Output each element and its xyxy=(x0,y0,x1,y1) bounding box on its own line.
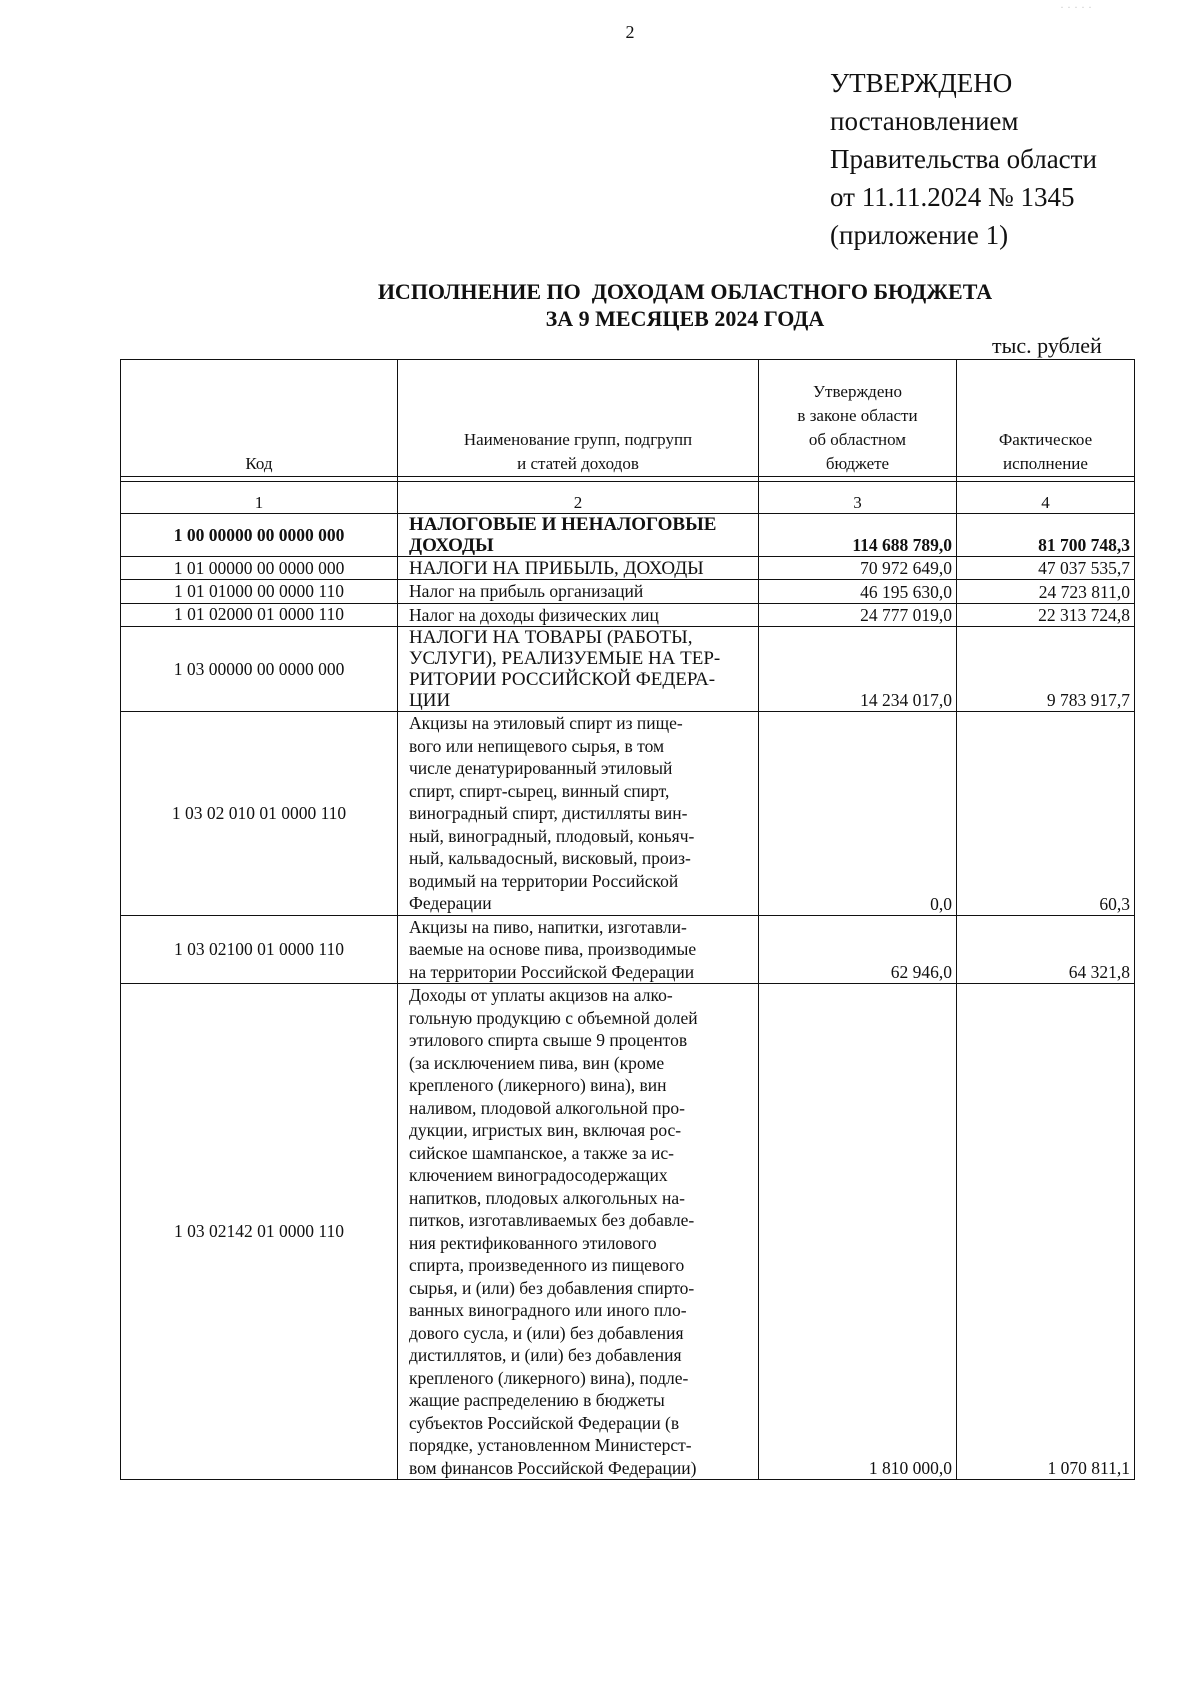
row-name xyxy=(398,627,759,712)
row-approved-amount: 0,0 xyxy=(759,712,957,916)
row-code: 1 03 02100 01 0000 110 xyxy=(121,915,398,984)
scan-mark: · · · · · xyxy=(1060,0,1092,14)
row-code: 1 03 02142 01 0000 110 xyxy=(121,984,398,1480)
row-name-line: НАЛОГОВЫЕ И НЕНАЛОГОВЫЕ xyxy=(409,514,717,535)
row-name-line: наливом, плодовой алкогольной про- xyxy=(409,1097,685,1118)
row-code: 1 03 00000 00 0000 000 xyxy=(121,627,398,712)
approval-line: (приложение 1) xyxy=(830,220,1009,250)
approval-line: Правительства области xyxy=(830,144,1097,174)
row-actual-amount: 1 070 811,1 xyxy=(957,984,1135,1480)
row-name xyxy=(398,984,759,1480)
row-name-line: порядке, установленном Министерст- xyxy=(409,1435,692,1455)
row-name xyxy=(398,580,759,604)
document-title xyxy=(120,278,1200,332)
table-row xyxy=(121,627,1135,712)
row-actual-amount: 22 313 724,8 xyxy=(957,603,1135,627)
table-row xyxy=(121,603,1135,627)
title-line: ИСПОЛНЕНИЕ ПО ДОХОДАМ ОБЛАСТНОГО БЮДЖЕТА xyxy=(377,279,993,304)
page-number: 2 xyxy=(625,22,635,42)
row-name-line: питков, изготавливаемых без добавле- xyxy=(409,1210,695,1230)
column-number: 2 xyxy=(398,482,759,514)
row-actual-amount: 47 037 535,7 xyxy=(957,557,1135,580)
row-name-line: крепленого (ликерного) вина), вин xyxy=(409,1075,667,1095)
table-row xyxy=(121,557,1135,580)
row-code: 1 01 02000 01 0000 110 xyxy=(121,603,398,627)
row-name-line: водимый на территории Российской xyxy=(409,870,679,891)
row-name-line: жащие распределению в бюджеты xyxy=(409,1390,665,1410)
title-line: ЗА 9 МЕСЯЦЕВ 2024 ГОДА xyxy=(545,306,825,331)
revenue-table xyxy=(120,359,1135,1480)
row-name-line: напитков, плодовых алкогольных на- xyxy=(409,1187,686,1208)
row-name-line: субъектов Российской Федерации (в xyxy=(409,1412,680,1433)
row-code: 1 01 00000 00 0000 000 xyxy=(121,557,398,580)
row-actual-amount: 64 321,8 xyxy=(957,915,1135,984)
row-name xyxy=(398,514,759,557)
row-approved-amount: 62 946,0 xyxy=(759,915,957,984)
row-name-line: этилового спирта свыше 9 процентов xyxy=(409,1030,688,1050)
approval-stamp xyxy=(830,64,1097,254)
row-name-line: дукции, игристых вин, включая рос- xyxy=(409,1120,682,1140)
row-name-line: вом финансов Российской Федерации) xyxy=(409,1457,697,1478)
row-actual-amount: 60,3 xyxy=(957,712,1135,916)
row-name-line: Налог на прибыль организаций xyxy=(409,581,644,601)
row-name-line: ключением виноградосодержащих xyxy=(409,1165,668,1185)
table-row xyxy=(121,984,1135,1480)
column-number-row xyxy=(121,482,1135,514)
approval-line: постановлением xyxy=(830,106,1019,136)
approval-line: УТВЕРЖДЕНО xyxy=(830,68,1013,98)
column-number: 4 xyxy=(957,482,1135,514)
row-actual-amount: 81 700 748,3 xyxy=(957,514,1135,557)
row-approved-amount: 1 810 000,0 xyxy=(759,984,957,1480)
row-name-line: Налог на доходы физических лиц xyxy=(409,604,659,625)
row-name-line: вого или непищевого сырья, в том xyxy=(409,735,665,756)
row-name-line: дового сусла, и (или) без добавления xyxy=(409,1322,684,1343)
row-name-line: ния ректификованного этилового xyxy=(409,1232,657,1253)
row-name-line: Федерации xyxy=(409,893,492,913)
row-name-line: ваемые на основе пива, производимые xyxy=(409,939,697,959)
row-name-line: сийское шампанское, а также за ис- xyxy=(409,1142,674,1163)
row-actual-amount: 9 783 917,7 xyxy=(957,627,1135,712)
row-name-line: Акцизы на этиловый спирт из пище- xyxy=(409,713,683,733)
row-name-line: спирта, произведенного из пищевого xyxy=(409,1255,685,1275)
row-name-line: НАЛОГИ НА ПРИБЫЛЬ, ДОХОДЫ xyxy=(409,558,704,579)
row-approved-amount: 46 195 630,0 xyxy=(759,580,957,604)
row-name-line: виноградный спирт, дистилляты вин- xyxy=(409,803,688,823)
row-name-line: на территории Российской Федерации xyxy=(409,961,695,982)
table-row xyxy=(121,915,1135,984)
row-name-line: НАЛОГИ НА ТОВАРЫ (РАБОТЫ, xyxy=(409,627,693,648)
row-name xyxy=(398,915,759,984)
row-name-line: ный, виноградный, плодовый, коньяч- xyxy=(409,825,695,846)
row-name-line: ванных виноградного или иного пло- xyxy=(409,1300,687,1320)
row-actual-amount: 24 723 811,0 xyxy=(957,580,1135,604)
row-name-line: РИТОРИИ РОССИЙСКОЙ ФЕДЕРА- xyxy=(409,669,716,690)
table-row xyxy=(121,514,1135,557)
header-code: Код xyxy=(121,360,398,477)
row-name-line: спирт, спирт-сырец, винный спирт, xyxy=(409,780,670,801)
row-name-line: Акцизы на пиво, напитки, изготавли- xyxy=(409,916,687,937)
row-approved-amount: 114 688 789,0 xyxy=(759,514,957,557)
row-name-line: Доходы от уплаты акцизов на алко- xyxy=(409,985,673,1005)
table-row xyxy=(121,712,1135,916)
header-name: Наименование групп, подгрупп и статей доходов xyxy=(398,360,759,477)
header-actual: Фактическое исполнение xyxy=(957,360,1135,477)
units-label: тыс. рублей xyxy=(992,333,1102,358)
row-name xyxy=(398,557,759,580)
row-name-line: дистиллятов, и (или) без добавления xyxy=(409,1345,682,1365)
row-name-line: гольную продукцию с объемной долей xyxy=(409,1007,698,1028)
row-name-line: ДОХОДЫ xyxy=(409,535,494,556)
table-row xyxy=(121,580,1135,604)
column-number: 1 xyxy=(121,482,398,514)
row-approved-amount: 14 234 017,0 xyxy=(759,627,957,712)
approval-line: от 11.11.2024 № 1345 xyxy=(830,182,1075,212)
row-name-line: УСЛУГИ), РЕАЛИЗУЕМЫЕ НА ТЕР- xyxy=(409,648,721,669)
row-name-line: крепленого (ликерного) вина), подле- xyxy=(409,1367,689,1388)
row-code: 1 01 01000 00 0000 110 xyxy=(121,580,398,604)
row-code: 1 03 02 010 01 0000 110 xyxy=(121,712,398,916)
row-approved-amount: 70 972 649,0 xyxy=(759,557,957,580)
row-name-line: (за исключением пива, вин (кроме xyxy=(409,1052,665,1073)
row-name-line: числе денатурированный этиловый xyxy=(409,758,673,778)
row-name-line: ЦИИ xyxy=(409,690,451,711)
row-approved-amount: 24 777 019,0 xyxy=(759,603,957,627)
header-approved: Утверждено в законе области об областном бюджете xyxy=(759,360,957,477)
row-name-line: сырья, и (или) без добавления спирто- xyxy=(409,1277,695,1298)
row-name xyxy=(398,603,759,627)
row-name xyxy=(398,712,759,916)
column-number: 3 xyxy=(759,482,957,514)
row-code: 1 00 00000 00 0000 000 xyxy=(121,514,398,557)
table-header-row xyxy=(121,360,1135,477)
row-name-line: ный, кальвадосный, висковый, произ- xyxy=(409,848,691,868)
